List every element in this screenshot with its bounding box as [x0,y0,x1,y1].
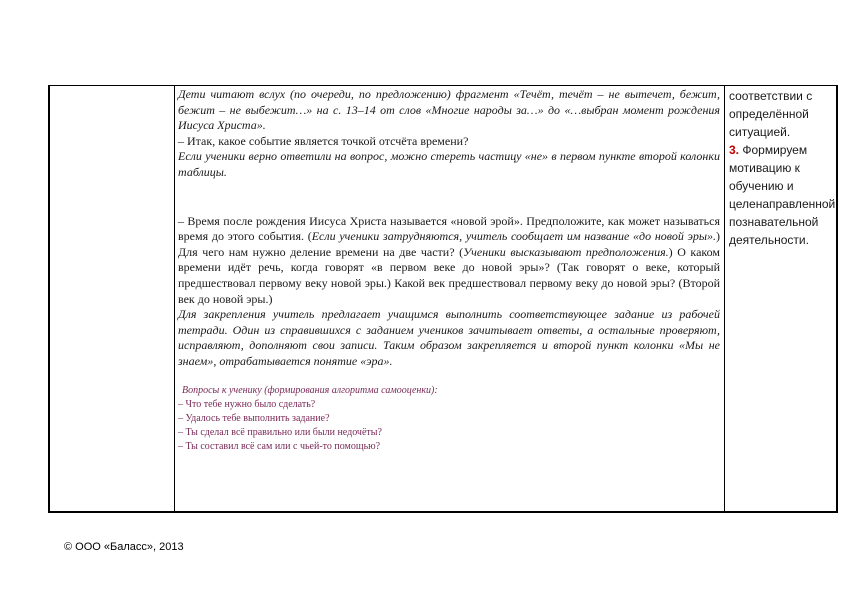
question-item: – Что тебе нужно было сделать? [178,398,316,410]
new-era-paragraph: – Время после рождения Иисуса Христа называется «новой эрой». Предположите, как может называться время до этого события. (Если ученики затрудняются, учитель сообщает им название «до новой эры».) Для чего нам нужно деление времени на две части? (Ученики высказывают предположения.) О каком времени идёт речь, когда говорят «в первом веке до новой эры»? (Так говорят о веке, который предшествовал первому веку новой эры.) Какой век предшествовал первому веку до новой эры? (Второй век до новой эры.) [178,213,721,306]
questions-title: Вопросы к ученику (формирования алгоритма самооценки): [182,384,438,396]
question-item: – Удалось тебе выполнить задание? [178,412,330,424]
question-origin: – Итак, какое событие является точкой отсчёта времени? [178,133,469,148]
goals-column [724,85,838,513]
activity-column [174,85,724,513]
consolidation-paragraph: Для закрепления учитель предлагает учащимся выполнить соответствующее задание из рабочей тетради. Один из справившихся с заданием учеников зачитывает ответы, а остальные проверяют, исправляют, дополняют свои записи. Таким образом закрепляется и второй пункт колонки «Мы не знаем», отрабатывается понятие «эра». [178,307,720,368]
goal-text-1: соответствии с определённой ситуацией. [729,89,813,139]
goal-number: 3. [729,143,740,157]
copyright-footer: © ООО «Баласс», 2013 [64,541,184,553]
question-item: – Ты сделал всё правильно или были недочёты? [178,426,382,438]
stage-column [48,85,174,513]
goal-item-3: 3. Формируем мотивацию к обучению и целенаправленной познавательной деятельности. [729,143,836,247]
reading-instruction: Дети читают вслух (по очереди, по предложению) фрагмент «Течёт, течёт – не вытечет, бежит, бежит – не выбежит…» на с. 13–14 от слов «Многие народы за…» до «…выбран момент рождения Иисуса Христа». [178,87,720,133]
teacher-note: Если ученики верно ответили на вопрос, можно стереть частицу «не» в первом пункте второй колонки таблицы. [178,149,720,179]
question-item: – Ты составил всё сам или с чьей-то помощью? [178,440,381,452]
lesson-table [48,85,838,513]
